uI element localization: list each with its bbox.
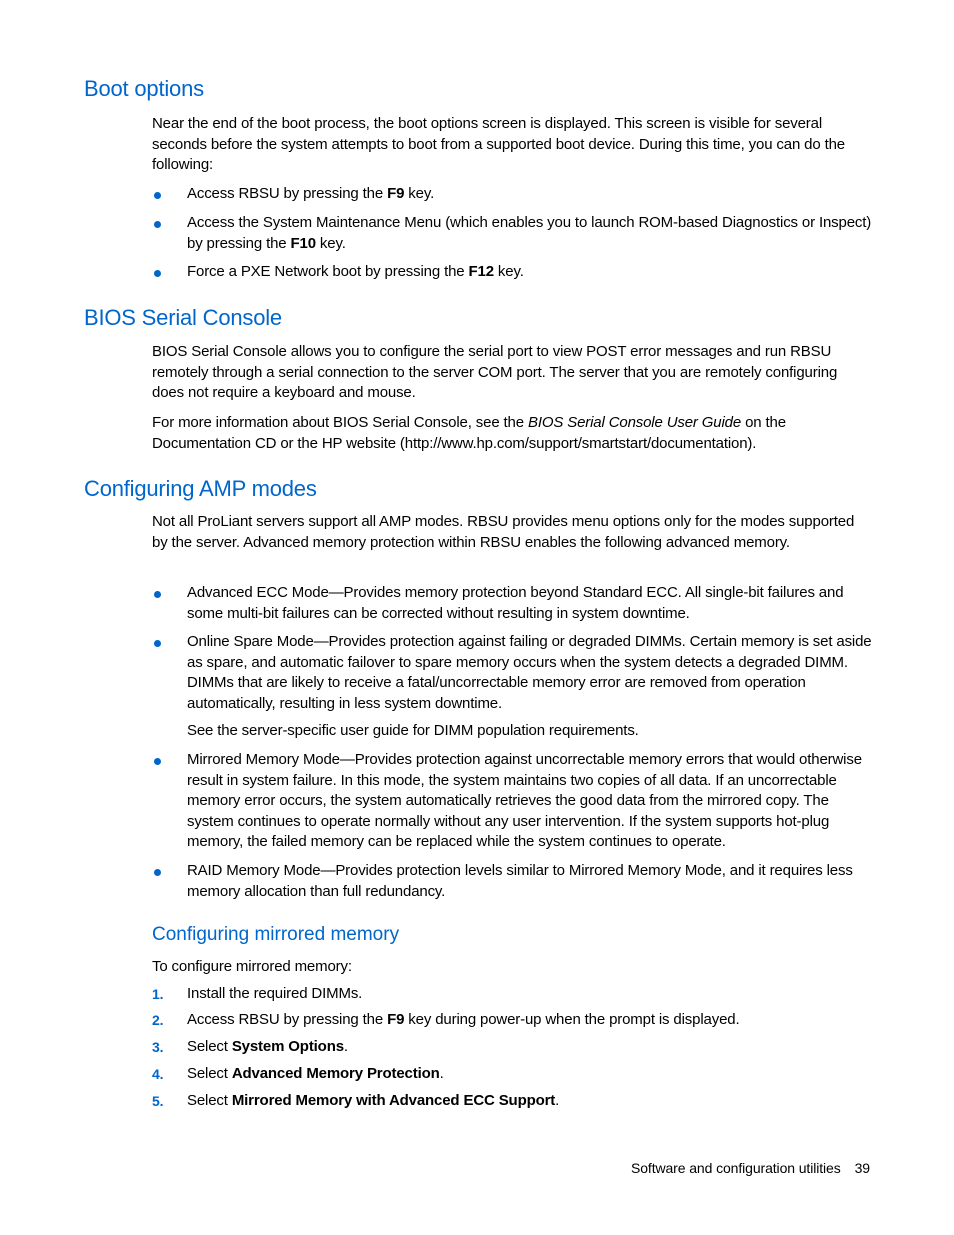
bullet-icon — [154, 591, 161, 598]
list-item: Mirrored Memory Mode—Provides protection against uncorrectable memory errors that would otherwise result in system failure. In this mode, the system maintains two copies of all data. If an uncorrectable memory error occurs, the system automatically retrieves the good data from the mirrored copy. The system continues to operate normally without any user intervention. If the system supports hot-plug memory, the failed memory can be replaced while the system continues to operate. — [152, 750, 872, 853]
step-number: 3. — [152, 1039, 164, 1055]
heading-configuring-mirrored-memory: Configuring mirrored memory — [152, 924, 400, 945]
bullet-icon — [154, 758, 161, 765]
list-item: RAID Memory Mode—Provides protection levels similar to Mirrored Memory Mode, and it requires less memory allocation than full redundancy. — [152, 861, 872, 902]
footer-section-title: Software and configuration utilities — [630, 1160, 841, 1176]
bios-serial-console-para: BIOS Serial Console allows you to configure the serial port to view POST error messages and run RBSU remotely through a serial connection to the server COM port. The server that you are remotely configuring does not require a keyboard and mouse. — [152, 343, 838, 401]
bullet-icon — [154, 640, 161, 647]
online-spare-note: See the server-specific user guide for DIMM population requirements. — [187, 722, 639, 739]
page-number: 39 — [854, 1160, 870, 1176]
heading-boot-options: Boot options — [84, 76, 204, 101]
step-item: 1. Install the required DIMMs. — [152, 984, 872, 1005]
key-f10: F10 — [290, 234, 316, 252]
mirrored-memory-intro: To configure mirrored memory: — [152, 958, 352, 975]
step-item: 4. Select Advanced Memory Protection. — [152, 1064, 872, 1085]
bullet-icon — [154, 192, 161, 199]
bullet-icon — [154, 221, 161, 228]
step-number: 2. — [152, 1012, 164, 1028]
bullet-icon — [154, 869, 161, 876]
amp-modes-intro: Not all ProLiant servers support all AMP modes. RBSU provides menu options only for the modes supported by the server. Advanced memory protection within RBSU enables the following advanced memory. — [152, 513, 855, 551]
key-f12: F12 — [468, 263, 494, 280]
list-item: Access RBSU by pressing the F9 key. — [152, 184, 872, 205]
list-item: Access the System Maintenance Menu (which enables you to launch ROM-based Diagnostics or Inspect) by pressing the F10 key. — [152, 213, 872, 254]
step-number: 1. — [152, 986, 164, 1002]
step-item: 2. Access RBSU by pressing the F9 key during power-up when the prompt is displayed. — [152, 1010, 872, 1031]
list-item: Online Spare Mode—Provides protection against failing or degraded DIMMs. Certain memory is set aside as spare, and automatic failover to spare memory occurs when the system detects a degraded DIMM. DIMMs that are likely to receive a fatal/uncorrectable memory error are removed from operation automatically, resulting in less system downtime. — [152, 632, 872, 714]
bios-serial-console-more-info: For more information about BIOS Serial Console, see the BIOS Serial Console User Guide on the Documentation CD or the HP website (http://www.hp.com/support/smartstart/documentation). — [152, 414, 786, 452]
page-footer — [631, 1158, 870, 1178]
list-item: Advanced ECC Mode—Provides memory protection beyond Standard ECC. All single-bit failures and some multi-bit failures can be corrected without resulting in system downtime. — [152, 583, 872, 624]
heading-configuring-amp-modes: Configuring AMP modes — [84, 476, 317, 501]
heading-bios-serial-console: BIOS Serial Console — [84, 305, 282, 330]
step-item: 3. Select System Options. — [152, 1037, 872, 1058]
guide-title: BIOS Serial Console User Guide — [527, 414, 742, 431]
list-item: Force a PXE Network boot by pressing the F12 key. — [152, 262, 872, 283]
step-number: 5. — [152, 1093, 164, 1109]
step-number: 4. — [152, 1066, 164, 1082]
key-f9: F9 — [387, 185, 405, 202]
step-item: 5. Select Mirrored Memory with Advanced ECC Support. — [152, 1091, 872, 1112]
bullet-icon — [154, 270, 161, 277]
boot-options-intro: Near the end of the boot process, the boot options screen is displayed. This screen is visible for several seconds before the system attempts to boot from a supported boot device. During this time, you can do the following: — [152, 115, 845, 173]
